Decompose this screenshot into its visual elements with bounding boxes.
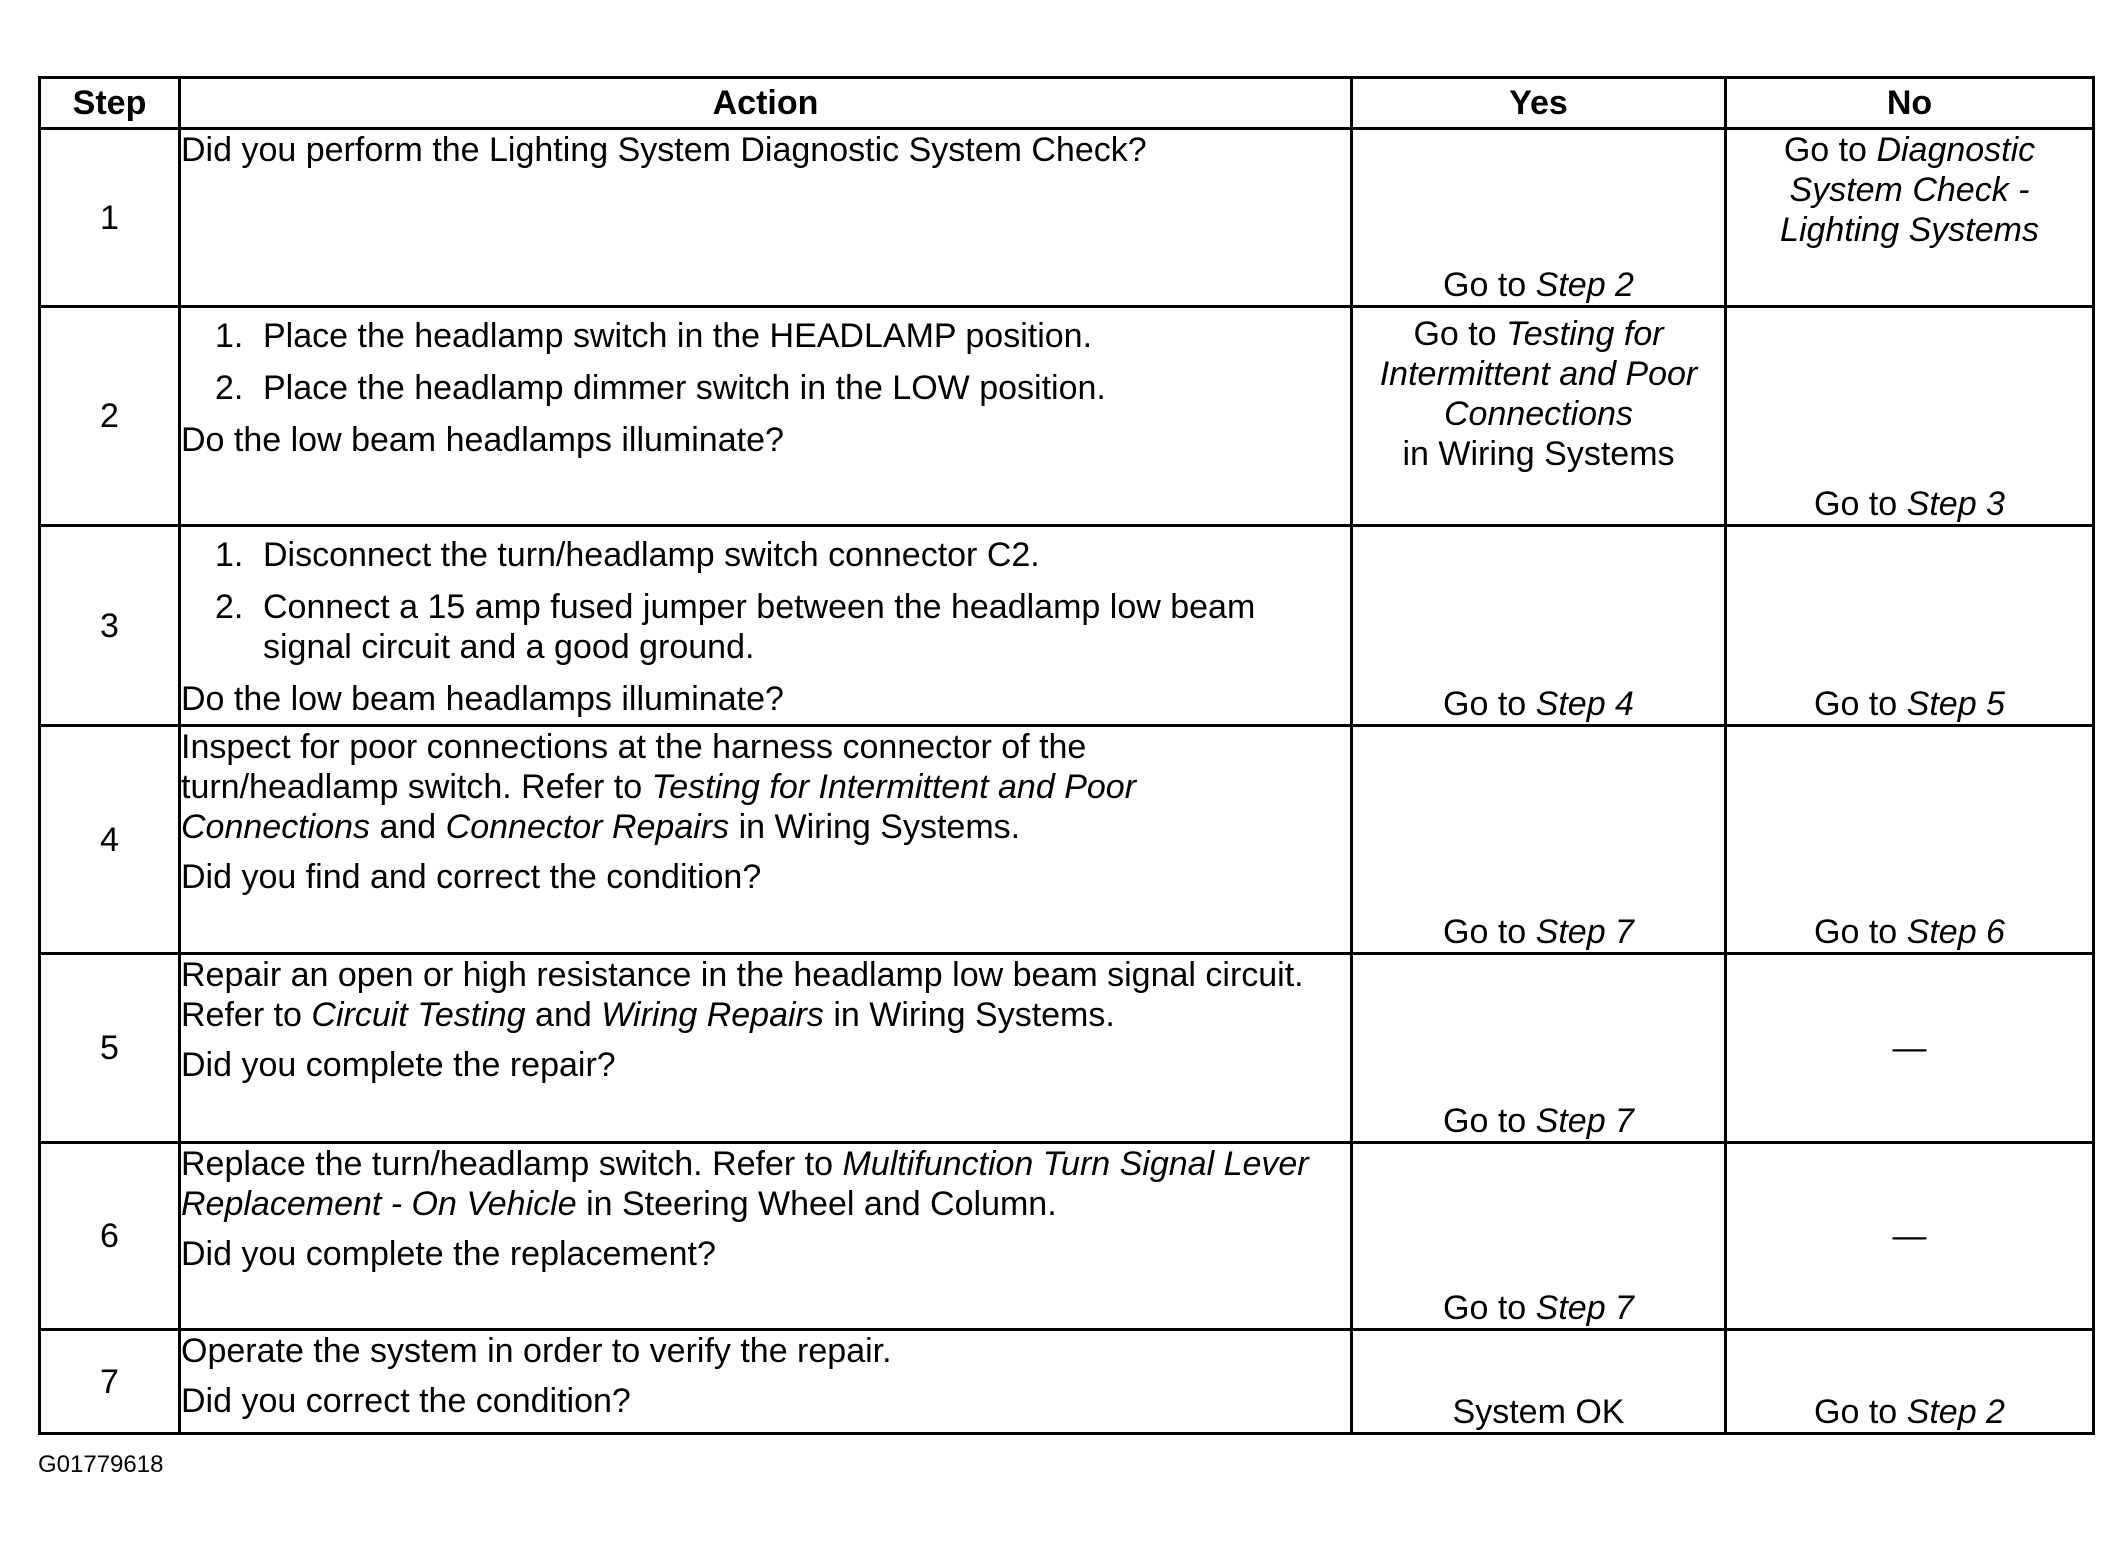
action-question: Do the low beam headlamps illuminate?: [181, 421, 784, 459]
reference-link[interactable]: Connector Repairs: [445, 808, 730, 846]
table-row: [40, 307, 2094, 526]
yes-link[interactable]: Step 7: [1535, 1289, 1634, 1327]
action-text: Did you perform the Lighting System Diagnostic System Check?: [181, 131, 1147, 169]
action-text-part: in Wiring Systems.: [738, 808, 1021, 846]
action-cell: [180, 526, 1352, 726]
yes-cell: [1352, 954, 1726, 1143]
yes-link[interactable]: Step 4: [1535, 685, 1634, 723]
action-question: Did you correct the condition?: [181, 1382, 631, 1420]
header-row: [40, 78, 2094, 129]
action-text-part: in Wiring Systems.: [833, 996, 1115, 1034]
figure-id: G01779618: [38, 1451, 164, 1478]
action-cell: [180, 307, 1352, 526]
action-cell: [180, 954, 1352, 1143]
action-text-part: Replace the turn/headlamp switch. Refer to: [181, 1145, 834, 1183]
action-list: [181, 535, 1350, 667]
list-item: 2. Connect a 15 amp fused jumper between the headlamp low beam signal circuit and a good ground.: [215, 588, 1256, 666]
no-prefix: Go to: [1814, 913, 1898, 951]
action-text-part: Repair an open or high resistance in the headlamp low beam signal circuit. Refer to: [181, 956, 1304, 1034]
no-cell: [1726, 526, 2094, 726]
action-list: [181, 316, 1350, 408]
step-number: 4: [40, 726, 180, 954]
yes-cell: [1352, 307, 1726, 526]
list-item: 2. Place the headlamp dimmer switch in the LOW position.: [215, 369, 1106, 407]
action-question: Did you find and correct the condition?: [181, 858, 762, 896]
reference-link[interactable]: Circuit Testing: [311, 996, 526, 1034]
yes-prefix: Go to: [1443, 1102, 1527, 1140]
yes-cell: [1352, 129, 1726, 307]
header-no: No: [1726, 78, 2094, 129]
yes-suffix: in Wiring Systems: [1402, 435, 1675, 473]
action-question: Did you complete the replacement?: [181, 1235, 716, 1273]
yes-link[interactable]: Testing for Intermittent and Poor Connections: [1379, 315, 1698, 433]
list-item-text: Disconnect the turn/headlamp switch connector C2.: [263, 536, 1040, 574]
no-cell: [1726, 307, 2094, 526]
step-number: 1: [40, 129, 180, 307]
yes-prefix: Go to: [1443, 266, 1527, 304]
step-number: 6: [40, 1143, 180, 1330]
list-item: 1. Disconnect the turn/headlamp switch connector C2.: [215, 536, 1040, 574]
no-prefix: Go to: [1814, 1393, 1898, 1431]
reference-link[interactable]: Testing for Intermittent and Poor Connections: [181, 768, 1137, 846]
header-action: Action: [180, 78, 1352, 129]
yes-prefix: Go to: [1443, 913, 1527, 951]
yes-link[interactable]: Step 2: [1535, 266, 1634, 304]
yes-cell: [1352, 1143, 1726, 1330]
yes-prefix: Go to: [1443, 1289, 1527, 1327]
header-yes: Yes: [1352, 78, 1726, 129]
no-dash: —: [1892, 1217, 1927, 1255]
no-dash: —: [1892, 1029, 1927, 1067]
action-text: Operate the system in order to verify the repair.: [181, 1332, 892, 1370]
no-link[interactable]: Diagnostic System Check - Lighting Systems: [1780, 131, 2039, 249]
diagnostic-table: [38, 76, 2095, 1435]
table-row: [40, 1330, 2094, 1434]
step-number: 3: [40, 526, 180, 726]
table-row: [40, 526, 2094, 726]
table-row: [40, 129, 2094, 307]
no-cell: [1726, 726, 2094, 954]
yes-cell: [1352, 726, 1726, 954]
no-cell: [1726, 1330, 2094, 1434]
list-item-text: Place the headlamp switch in the HEADLAMP position.: [263, 317, 1093, 355]
no-cell: [1726, 129, 2094, 307]
yes-link[interactable]: Step 7: [1535, 1102, 1634, 1140]
yes-link[interactable]: Step 7: [1535, 913, 1634, 951]
list-item-text: Place the headlamp dimmer switch in the LOW position.: [263, 369, 1106, 407]
step-number: 5: [40, 954, 180, 1143]
reference-link[interactable]: Multifunction Turn Signal Lever Replacement - On Vehicle: [181, 1145, 1309, 1223]
yes-text: System OK: [1452, 1393, 1625, 1431]
action-text-part: and: [535, 996, 592, 1034]
yes-prefix: Go to: [1413, 315, 1497, 353]
action-text: [181, 727, 1290, 847]
table-row: [40, 1143, 2094, 1330]
reference-link[interactable]: Wiring Repairs: [601, 996, 824, 1034]
action-cell: [180, 1143, 1352, 1330]
no-link[interactable]: Step 2: [1906, 1393, 2005, 1431]
yes-cell: [1352, 1330, 1726, 1434]
step-number: 7: [40, 1330, 180, 1434]
no-prefix: Go to: [1814, 485, 1898, 523]
no-link[interactable]: Step 5: [1906, 685, 2005, 723]
action-text-part: and: [379, 808, 437, 846]
no-cell: [1726, 954, 2094, 1143]
no-link[interactable]: Step 6: [1906, 913, 2005, 951]
action-text: [181, 1144, 1350, 1224]
no-prefix: Go to: [1814, 685, 1898, 723]
list-item: 1. Place the headlamp switch in the HEADLAMP position.: [215, 317, 1093, 355]
step-number: 2: [40, 307, 180, 526]
action-text: [181, 955, 1350, 1035]
no-prefix: Go to: [1783, 131, 1867, 169]
table-row: [40, 954, 2094, 1143]
list-item-text: Connect a 15 amp fused jumper between the headlamp low beam signal circuit and a good ground.: [263, 588, 1256, 666]
action-text-part: in Steering Wheel and Column.: [586, 1185, 1057, 1223]
no-link[interactable]: Step 3: [1906, 485, 2005, 523]
action-question: Do the low beam headlamps illuminate?: [181, 680, 784, 718]
action-text-part: Inspect for poor connections at the harness connector of the turn/headlamp switch. Refer to: [181, 728, 1087, 806]
action-cell: [180, 726, 1352, 954]
yes-cell: [1352, 526, 1726, 726]
table-row: [40, 726, 2094, 954]
yes-prefix: Go to: [1443, 685, 1527, 723]
action-cell: [180, 1330, 1352, 1434]
action-question: Did you complete the repair?: [181, 1046, 616, 1084]
header-step: Step: [40, 78, 180, 129]
action-cell: [180, 129, 1352, 307]
no-cell: [1726, 1143, 2094, 1330]
